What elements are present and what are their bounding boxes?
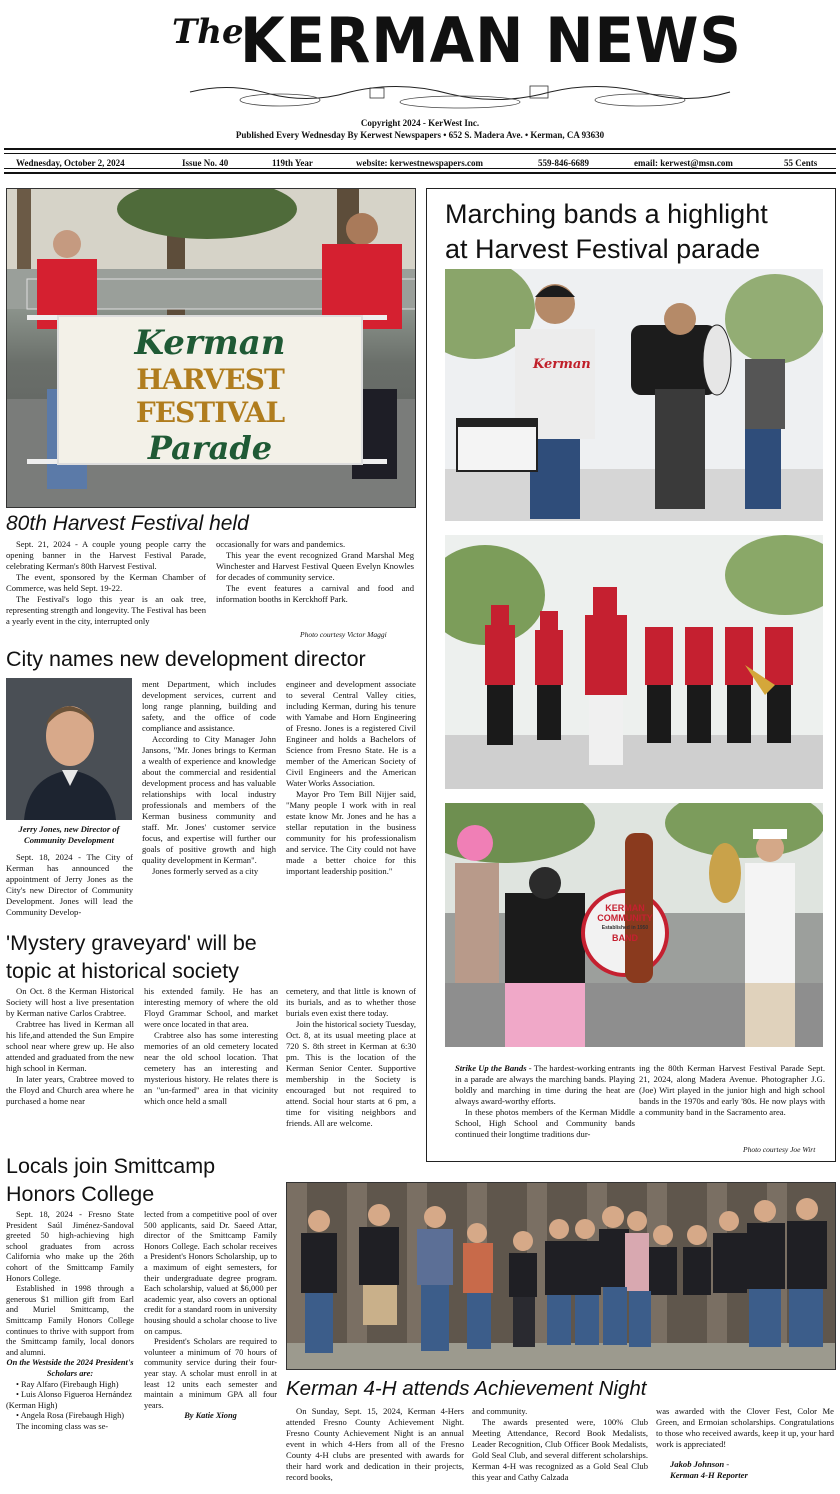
harvest-headline: 80th Harvest Festival held bbox=[6, 512, 249, 535]
graveyard-p6: cemetery, and that little is known of its burials, and as to whether those burials even exist there today. bbox=[286, 986, 416, 1018]
smittcamp-headline-line-2: Honors College bbox=[6, 1182, 155, 1206]
smittcamp-p3: The incoming class was se- bbox=[16, 1421, 109, 1431]
director-p1: Sept. 18, 2024 - The City of Kerman has announced the appointment of Jerry Jones as the City's new Director of Community Development. Jones will lead the Community Develop- bbox=[6, 852, 133, 917]
fourh-col-1 bbox=[286, 1406, 464, 1483]
graveyard-col-1 bbox=[6, 986, 134, 1107]
bands-caption-lead: Strike Up the Bands bbox=[455, 1063, 527, 1073]
info-bar bbox=[4, 148, 836, 174]
fourh-headline: Kerman 4-H attends Achievement Night bbox=[286, 1377, 647, 1400]
harvest-photo-credit: Photo courtesy Victor Maggi bbox=[300, 630, 387, 639]
phone-number: 559-846-6689 bbox=[538, 158, 589, 168]
harvest-p4: occasionally for wars and pandemics. bbox=[216, 539, 346, 549]
smittcamp-p1: Sept. 18, 2024 - Fresno State President Saúl Jiménez-Sandoval greeted 50 high-achieving high school graduates from across California who make up the 26th cohort of the Smittcamp Family Honors College. bbox=[6, 1210, 134, 1283]
smittcamp-p5: President's Scholars are required to volunteer a minimum of 70 hours of community service during their four-year stay. A scholar must enroll in at least 12 units each semester and maintain a minimum GPA all four years. bbox=[144, 1337, 277, 1410]
fourh-p1: On Sunday, Sept. 15, 2024, Kerman 4-Hers attended Fresno County Achievement Night. Fresno County Achievement Night is an annual event in which 4-Hers from all of the Fresno County 4-H clubs are presented with awards for their hard work and dedication in their projects, record books, bbox=[286, 1406, 464, 1482]
issue-number: Issue No. 40 bbox=[182, 158, 229, 168]
masthead-the: The bbox=[172, 12, 244, 52]
bands-p3: ing the 80th Kerman Harvest Festival Parade Sept. 21, 2024, along Madera Avenue. Photographer J.G. (Joe) Wirt played in the junior high and high school bands in the 1970s and early '80s. He now plays with a community band in the Sacramento area. bbox=[639, 1063, 825, 1117]
smittcamp-headline-line-1: Locals join Smittcamp bbox=[6, 1154, 216, 1178]
community-band-photo bbox=[445, 803, 823, 1047]
kerman-4h-group-photo bbox=[286, 1182, 836, 1370]
director-col-3 bbox=[286, 679, 416, 877]
harvest-banner bbox=[57, 315, 363, 465]
fourh-p2: and community. bbox=[472, 1406, 528, 1416]
bands-headline-line-1: Marching bands a highlight bbox=[445, 199, 768, 229]
community-drum-line-2: COMMUNITY bbox=[597, 913, 653, 923]
smittcamp-p2: Established in 1998 through a generous $1 million gift from Earl and Muriel Smittcamp, the Smittcamp Family Honors College continues to thrive with support from the Smittcamp family, local donors and alumni. bbox=[6, 1284, 134, 1357]
graveyard-col-2 bbox=[144, 986, 278, 1107]
fourh-col-3 bbox=[656, 1406, 834, 1481]
bands-feature-box bbox=[426, 188, 836, 1162]
banner-line-1: Kerman bbox=[134, 323, 286, 363]
bands-col-1 bbox=[455, 1063, 635, 1140]
scholar-2: • Luis Alonso Figueroa Hernández bbox=[16, 1390, 132, 1400]
bands-photo-credit: Photo courtesy Joe Wirt bbox=[743, 1145, 816, 1154]
community-drum-line-4: BAND bbox=[612, 933, 638, 943]
smittcamp-p4: lected from a competitive pool of over 500 applicants, said Dr. Saeed Attar, director of the Smittcamp Family Honors College. Each scholar receives a President's Honors Scholarship, up to a maximum of eight semesters, for their undergraduate degree program. Each scholarship, valued at $6,000 per academic year, also covers an optional credit for a standard room in university housing should a scholar choose to live on campus. bbox=[144, 1210, 277, 1336]
bands-col-2 bbox=[639, 1063, 825, 1118]
issue-date: Wednesday, October 2, 2024 bbox=[16, 158, 125, 168]
scholars-heading: On the Westside the 2024 President's Scholars are: bbox=[6, 1358, 134, 1378]
price: 55 Cents bbox=[784, 158, 818, 168]
website: website: kerwestnewspapers.com bbox=[356, 158, 483, 168]
marching-band-photo bbox=[445, 535, 823, 789]
director-p4: Jones formerly served as a city bbox=[152, 866, 259, 876]
masthead bbox=[0, 0, 840, 150]
harvest-p1: Sept. 21, 2024 - A couple young people carry the opening banner in the Harvest Festival Parade, celebrating Kerman's 80th Harvest Festival. bbox=[6, 539, 206, 571]
director-col-2 bbox=[142, 679, 276, 877]
harvest-parade-photo bbox=[6, 188, 416, 508]
graveyard-col-3 bbox=[286, 986, 416, 1129]
drum-label: Kerman bbox=[533, 357, 591, 372]
harvest-p2: The event, sponsored by the Kerman Chamber of Commerce, was held Sept. 19-22. bbox=[6, 572, 206, 593]
scholar-3: • Angela Rosa (Firebaugh High) bbox=[16, 1411, 125, 1421]
volume-year: 119th Year bbox=[272, 158, 313, 168]
harvest-col-2 bbox=[216, 539, 414, 605]
director-headline: City names new development director bbox=[6, 647, 366, 671]
director-caption: Jerry Jones, new Director of Community Development bbox=[18, 824, 120, 845]
director-col-1 bbox=[6, 852, 133, 918]
fourh-signature-name: Jakob Johnson - bbox=[670, 1459, 730, 1469]
director-p6: Mayor Pro Tem Bill Nijjer said, "Many people I work with in real estate know Mr. Jones and he has a stellar reputation in the business community for his professionalism and service. The City could not have made a better choice for this important leadership position." bbox=[286, 789, 416, 876]
jerry-jones-portrait bbox=[6, 678, 132, 820]
smittcamp-byline: By Katie Xiong bbox=[184, 1411, 237, 1421]
graveyard-p5: Crabtree also has some interesting memories of an old cemetery located near the old school location. That cemetery has an interesting and mysterious history. He relates there is an "un-farmed" area in that vicinity which once held a small bbox=[144, 1030, 278, 1106]
graveyard-p1: On Oct. 8 the Kerman Historical Society will host a live presentation by Kerman native Carlos Crabtree. bbox=[6, 986, 134, 1018]
director-p5: engineer and development associate to several Central Valley cities, including Kerman, during his tenure with Yamabe and Horn Engineering of Fresno. Jones is a registered Civil Engineer and holds a Bachelors of Science from Fresno State. He is a member of the American Society of Civil Engineers and the American Water Works Association. bbox=[286, 679, 416, 788]
bands-headline-line-2: at Harvest Festival parade bbox=[445, 234, 761, 264]
graveyard-headline-line-1: 'Mystery graveyard' will be bbox=[6, 931, 257, 955]
community-drum-text bbox=[585, 903, 665, 943]
director-p3: According to City Manager John Jansons, "Mr. Jones brings to Kerman a wealth of experience and knowledge about the commercial and residential development process and has valuable relationships with local industry professionals and members of the Kerman business community and staff. Mr. Jones' customer service focus, and expertise will further our goals of positive growth and high quality development in Kerman". bbox=[142, 734, 276, 865]
graveyard-p7: Join the historical society Tuesday, Oct. 8, at its usual meeting place at 720 S. 8th street in Kerman at 6:30 pm. This is the location of the Kerman Senior Center. Supportive membership in the Society is encouraged but not required to attend. Social hour starts at 6 pm, a time for visiting neighbors and friends. All are welcome. bbox=[286, 1019, 416, 1128]
graveyard-p3: In later years, Crabtree moved to the Floyd and Church area where he purchased a home near bbox=[6, 1074, 134, 1106]
bands-p2: In these photos members of the Kerman Middle School, High School and Community bands continued their longtime traditions dur- bbox=[455, 1107, 635, 1139]
banner-line-3: Parade bbox=[147, 429, 273, 467]
banner-line-2: HARVEST FESTIVAL bbox=[135, 363, 285, 429]
graveyard-headline-line-2: topic at historical society bbox=[6, 959, 240, 983]
community-drum-line-3: Established in 1950 bbox=[601, 925, 649, 931]
copyright-line: Copyright 2024 - KerWest Inc. bbox=[360, 118, 480, 128]
smittcamp-col-2 bbox=[144, 1210, 277, 1422]
smittcamp-col-1 bbox=[6, 1210, 134, 1432]
publisher-line: Published Every Wednesday By Kerwest Newspapers • 652 S. Madera Ave. • Kerman, CA 93630 bbox=[235, 130, 605, 140]
fourh-signature-title: Kerman 4-H Reporter bbox=[670, 1470, 748, 1480]
drumline-photo bbox=[445, 269, 823, 521]
scholar-1: • Ray Alfaro (Firebaugh High) bbox=[16, 1379, 119, 1389]
graveyard-p2: Crabtree has lived in Kerman all his life,and attended the Sun Empire school near where grew up. He also attended and graduated from the new high school in Kerman. bbox=[6, 1019, 134, 1073]
community-drum-line-1: KERMAN bbox=[605, 903, 645, 913]
director-p2: ment Department, which includes development services, current and long range planning, building and safety, and the office of code compliance and assistance. bbox=[142, 679, 276, 733]
scholar-2-school: (Kerman High) bbox=[6, 1400, 58, 1410]
fourh-col-2 bbox=[472, 1406, 648, 1483]
harvest-p3: The Festival's logo this year is an oak tree, representing strength and longevity. The Festival has been a yearly event in the city, interrupted only bbox=[6, 594, 206, 626]
bands-caption-text: - The hardest-working entrants in a parade are always the marching bands. Playing boldly and marching in time during the heat are always award-worthy efforts. bbox=[455, 1063, 636, 1106]
harvest-p6: The event features a carnival and food and information booths in Kerckhoff Park. bbox=[216, 583, 414, 604]
fourh-p3: The awards presented were, 100% Club Meeting Attendance, Record Book Medalists, Leader Recognition, Club Officer Book Medalists, Gold Seal Club, and several different scholarships. Kerman 4-H was recognized as a Gold Seal Club this year and Cathy Calzada bbox=[472, 1417, 648, 1482]
masthead-title: KERMAN NEWS bbox=[240, 4, 742, 77]
fourh-p4: was awarded with the Clover Fest, Color Me Green, and Ermoian scholarships. Congratulations to those who received awards, keep it up, your hard work is appreciated! bbox=[656, 1406, 834, 1449]
harvest-p5: This year the event recognized Grand Marshal Meg Winchester and Harvest Festival Queen Evelyn Knowles for decades of community service. bbox=[216, 550, 414, 582]
graveyard-p4: his extended family. He has an interesting memory of where the old Floyd Grammar School, and market were once located in that area. bbox=[144, 986, 278, 1029]
email: email: kerwest@msn.com bbox=[634, 158, 733, 168]
harvest-col-1 bbox=[6, 539, 206, 627]
